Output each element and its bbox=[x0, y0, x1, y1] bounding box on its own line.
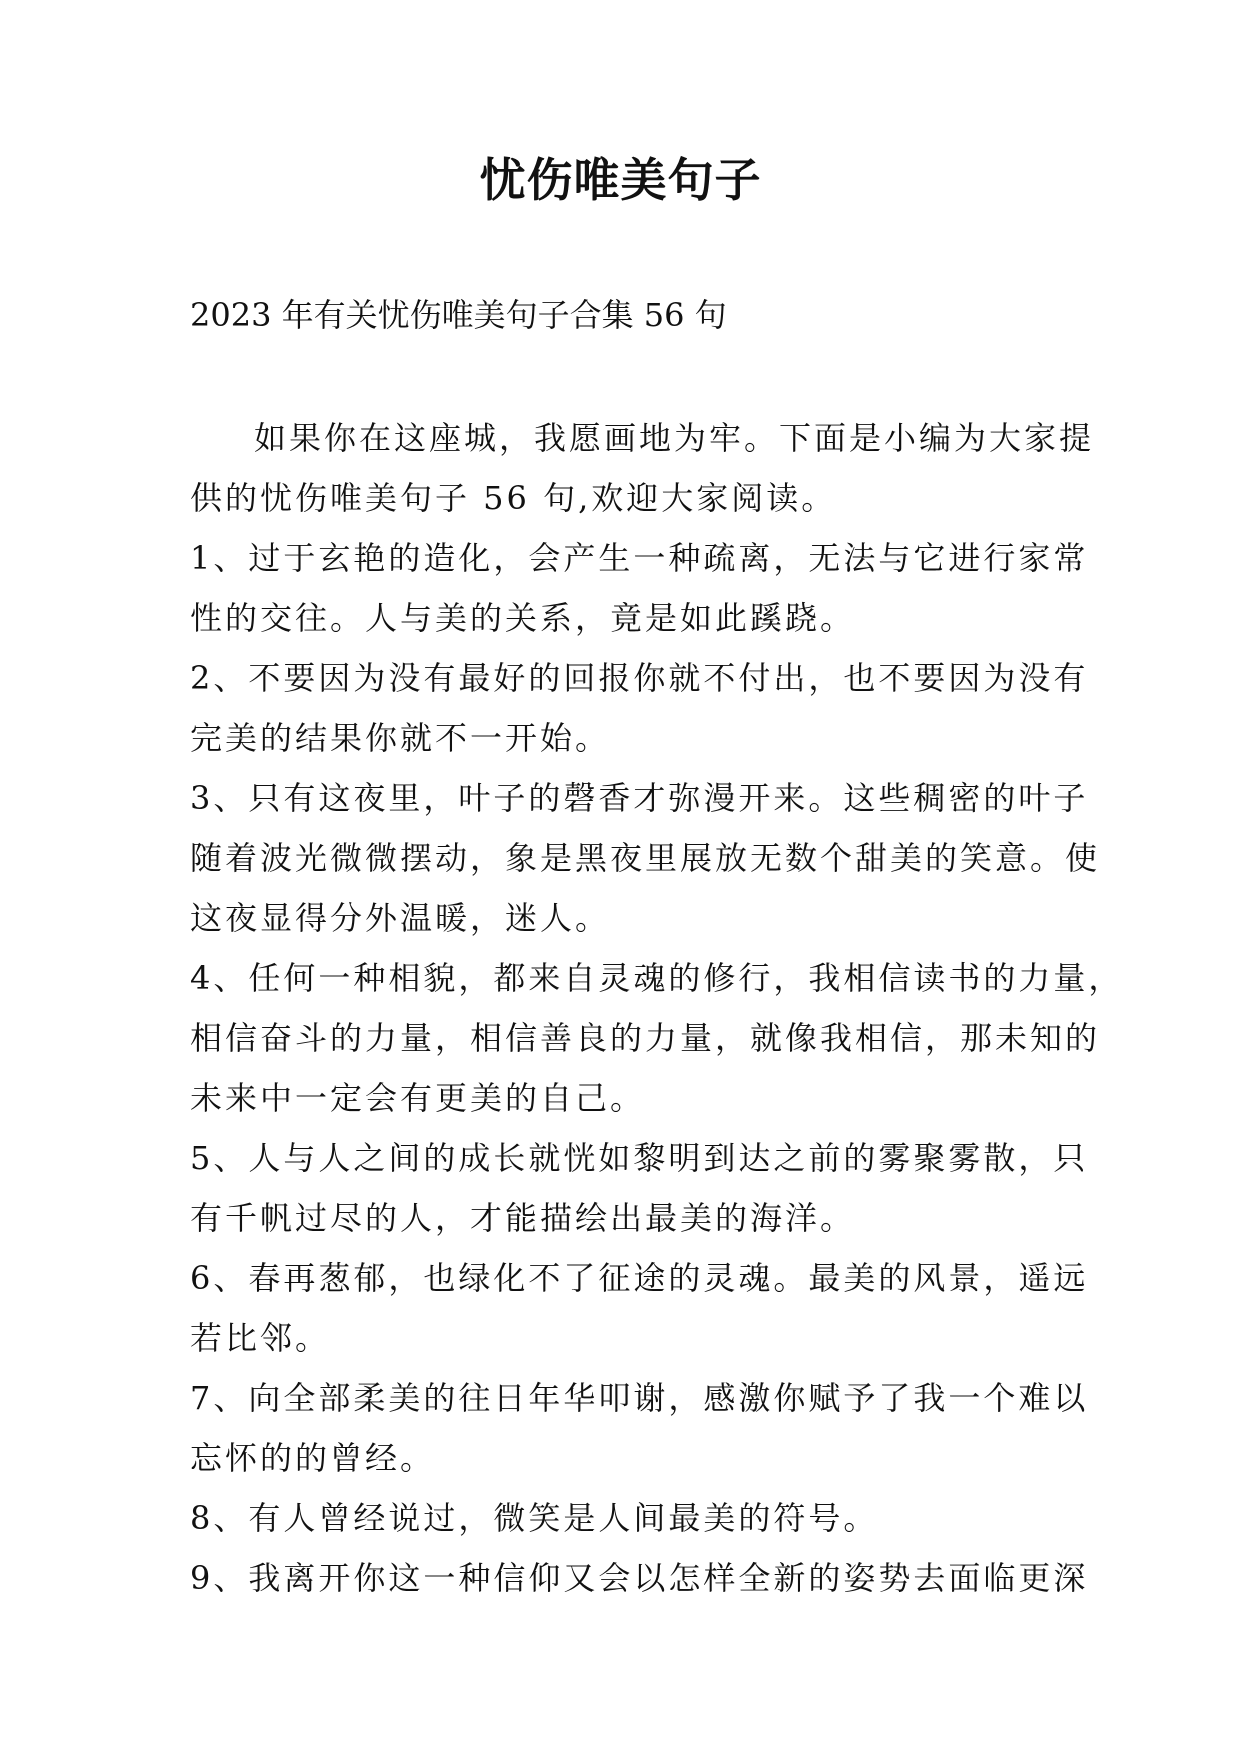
text-line: 忘怀的的曾经。 bbox=[190, 1439, 436, 1477]
text-line: 如果你在这座城，我愿画地为牢。下面是小编为大家提 bbox=[254, 419, 1095, 457]
text-line: 相信奋斗的力量，相信善良的力量，就像我相信，那未知的 bbox=[190, 1019, 1101, 1057]
text-line: 2、不要因为没有最好的回报你就不付出，也不要因为没有 bbox=[190, 659, 1089, 697]
text-line: 供的忧伤唯美句子 56 句,欢迎大家阅读。 bbox=[190, 479, 837, 517]
text-line: 未来中一定会有更美的自己。 bbox=[190, 1079, 646, 1117]
text-line: 3、只有这夜里，叶子的磬香才弥漫开来。这些稠密的叶子 bbox=[190, 779, 1089, 817]
text-line: 6、春再葱郁，也绿化不了征途的灵魂。最美的风景，遥远 bbox=[190, 1259, 1089, 1297]
text-line: 9、我离开你这一种信仰又会以怎样全新的姿势去面临更深 bbox=[190, 1559, 1089, 1597]
text-line: 8、有人曾经说过，微笑是人间最美的符号。 bbox=[190, 1499, 879, 1537]
text-line: 1、过于玄艳的造化，会产生一种疏离，无法与它进行家常 bbox=[190, 539, 1089, 577]
text-line: 有千帆过尽的人，才能描绘出最美的海洋。 bbox=[190, 1199, 856, 1237]
text-line: 完美的结果你就不一开始。 bbox=[190, 719, 611, 757]
text-line: 随着波光微微摆动，象是黑夜里展放无数个甜美的笑意。使 bbox=[190, 839, 1101, 877]
document-title: 忧伤唯美句子 bbox=[479, 153, 762, 207]
text-line: 4、任何一种相貌，都来自灵魂的修行，我相信读书的力量， bbox=[190, 959, 1124, 997]
document-subtitle: 2023 年有关忧伤唯美句子合集 56 句 bbox=[190, 296, 727, 334]
text-line: 这夜显得分外温暖，迷人。 bbox=[190, 899, 611, 937]
text-line: 性的交往。人与美的关系，竟是如此蹊跷。 bbox=[190, 599, 856, 637]
document-body bbox=[190, 408, 1124, 1608]
text-line: 7、向全部柔美的往日年华叩谢，感激你赋予了我一个难以 bbox=[190, 1379, 1089, 1417]
text-line: 5、人与人之间的成长就恍如黎明到达之前的雾聚雾散，只 bbox=[190, 1139, 1089, 1177]
text-line: 若比邻。 bbox=[190, 1319, 331, 1357]
